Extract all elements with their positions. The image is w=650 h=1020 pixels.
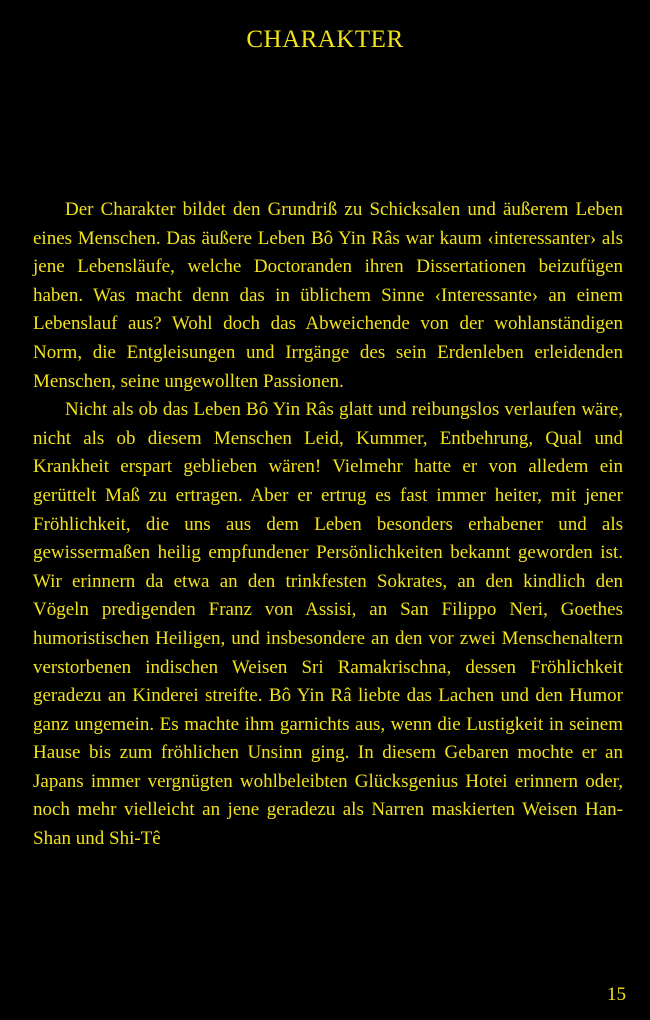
page-number: 15	[607, 984, 626, 1005]
chapter-title: CHARAKTER	[246, 26, 404, 53]
body-text	[33, 196, 623, 854]
paragraph-1: Der Charakter bildet den Grundriß zu Schicksalen und äußerem Leben eines Menschen. Das äußere Leben Bô Yin Râs war kaum ‹interessanter› als jene Lebensläufe, welche Doctoranden ihren Dissertationen beizufügen haben. Was macht denn das in üblichem Sinne ‹Interessante› an einem Lebenslauf aus? Wohl doch das Abweichende von der wohlanständigen Norm, die Entgleisungen und Irrgänge des sein Erdenleben erleidenden Menschen, seine ungewollten Passionen.	[33, 199, 623, 392]
paragraph-2: Nicht als ob das Leben Bô Yin Râs glatt und reibungslos verlaufen wäre, nicht als ob diesem Menschen Leid, Kummer, Entbehrung, Qual und Krankheit erspart geblieben wären! Vielmehr hatte er von alledem ein gerüttelt Maß zu ertragen. Aber er ertrug es fast immer heiter, mit jener Fröhlichkeit, die uns aus dem Leben besonders erhabener und als gewissermaßen heilig empfundener Persönlichkeiten bekannt geworden ist. Wir erinnern da etwa an den trinkfesten Sokrates, an den kindlich den Vögeln predigenden Franz von Assisi, an San Filippo Neri, Goethes humoristischen Heiligen, und insbesondere an den vor zwei Menschenaltern verstorbenen indischen Weisen Sri Ramakrischna, dessen Fröhlichkeit geradezu an Kinderei streifte. Bô Yin Râ liebte das Lachen und den Humor ganz ungemein. Es machte ihm garnichts aus, wenn die Lustigkeit in seinem Hause bis zum fröhlichen Unsinn ging. In diesem Gebaren mochte er an Japans immer vergnügten wohlbeleibten Glücksgenius Hotei erinnern oder, noch mehr vielleicht an jene geradezu als Narren maskierten Weisen Han-Shan und Shi-Tê	[33, 399, 623, 850]
